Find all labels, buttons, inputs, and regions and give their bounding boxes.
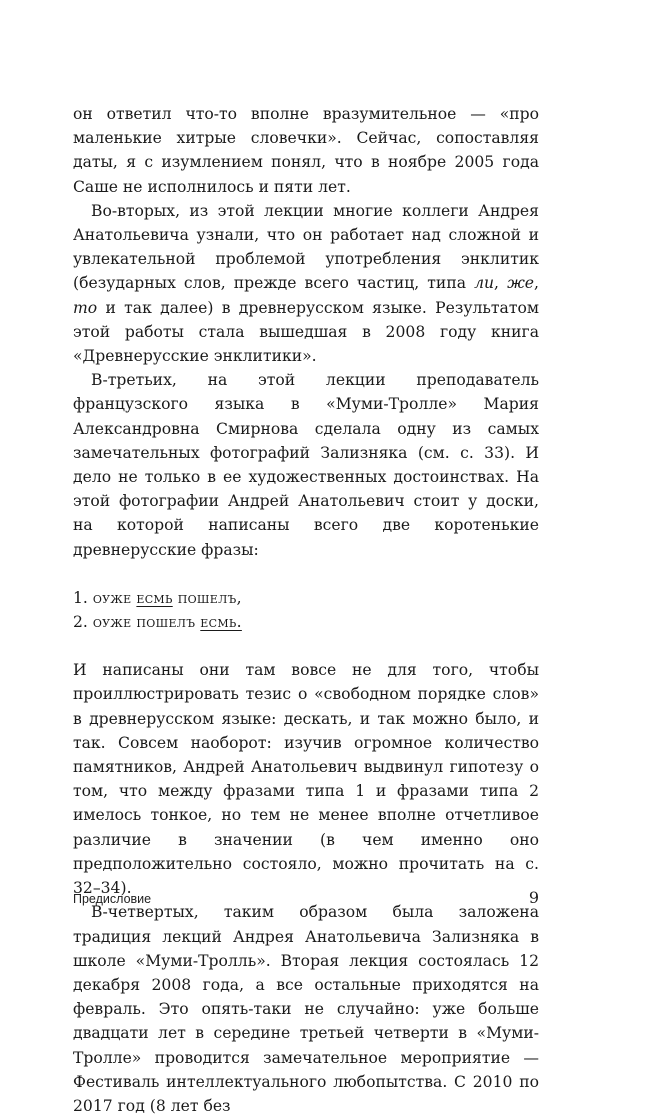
example-1 [73, 586, 539, 610]
italic-word: же [507, 274, 535, 293]
paragraph-text: Во-вторых, из этой лекции многие коллеги Андрея Анатольевича узнали, что он работает над сложной и увлекательной проблемой употребления энклитик (безударных слов, прежде всего частиц, типа [73, 201, 539, 293]
italic-word: ли [474, 274, 495, 293]
paragraph-fourth: В-четвертых, таким образом была заложена традиция лекций Андрея Анатольевича Зализняка в школе «Муми-Тролль». Вторая лекция состоялась 12 декабря 2008 года, а все остальные приходятся на февраль. Это опять-таки не случайно: уже больше двадцати лет в середине третьей четверти в «Муми-Тролле» проводится замечательное мероприятие — Фестиваль интеллектуального любопытства. С 2010 по 2017 год (8 лет без [73, 903, 539, 1115]
paragraph-after-examples: И написаны они там вовсе не для того, чтобы проиллюстрировать тезис о «свободном порядке слов» в древнерусском языке: дескать, и так можно было, и так. Совсем наоборот: изучив огромное количество памятников, Андрей Анатольевич выдвинул гипотезу о том, что между фразами типа 1 и фразами типа 2 имелось тонкое, но тем не менее вполне отчетливое различие в значении (в чем именно оно предположительно состояло, можно прочитать на с. 32–34). [73, 661, 539, 898]
example-2 [73, 610, 539, 634]
page-footer [73, 888, 539, 912]
paragraph-continuation: он ответил что-то вполне вразумительное — «про маленькие хитрые словечки». Сейчас, сопоставляя даты, я с изумлением понял, что в ноябре 2005 года Саше не исполнилось и пяти лет. [73, 105, 539, 196]
example-number: 2. [73, 613, 88, 632]
italic-word: то [73, 298, 98, 317]
paragraph-third: В-третьих, на этой лекции преподаватель французского языка в «Муми-Тролле» Мария Александровна Смирнова сделала одну из самых замечательных фотографий Зализняка (см. с. 33). И дело не только в ее художественных достоинствах. На этой фотографии Андрей Анатольевич стоит у доски, на которой написаны всего две коротенькие древнерусские фразы: [73, 371, 539, 559]
old-russian-word: пошелъ, [177, 588, 242, 607]
page-number: 9 [528, 888, 539, 907]
example-list [73, 586, 539, 634]
paragraph-text: , [534, 274, 539, 293]
old-russian-word: пошелъ [136, 613, 196, 632]
paragraph-text: и так далее) в древнерусском языке. Результатом этой работы стала вышедшая в 2008 году книга «Древнерусские энклитики». [73, 298, 539, 366]
old-russian-word-underlined: есмь. [200, 613, 242, 632]
page-body [73, 102, 539, 1118]
paragraph-second [73, 199, 539, 368]
old-russian-word-underlined: есмь [136, 588, 173, 607]
paragraph-text: , [494, 274, 508, 293]
old-russian-word: оуже [92, 588, 132, 607]
running-head: Предисловие [73, 892, 152, 906]
old-russian-word: оуже [92, 613, 132, 632]
example-number: 1. [73, 588, 88, 607]
